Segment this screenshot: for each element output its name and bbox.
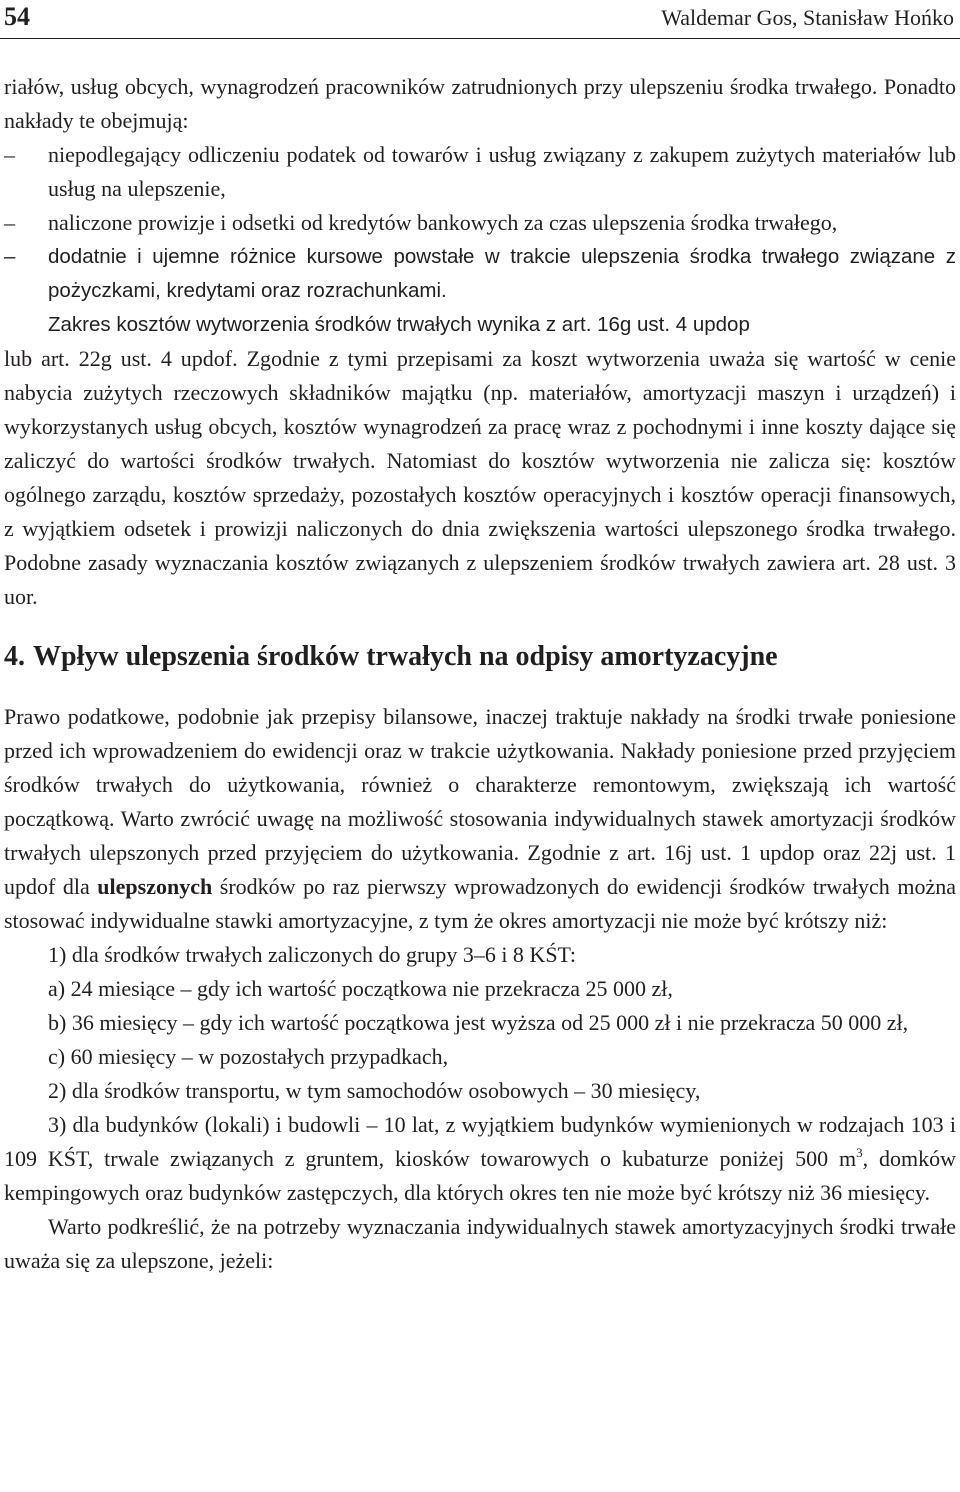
bold-term: ulepszonych (97, 874, 213, 899)
paragraph-continuation: riałów, usług obcych, wynagrodzeń pracowników zatrudnionych przy ulepszeniu środka trwałego. Ponadto nakłady te obejmują: (4, 74, 956, 133)
list-item-3-text: 3) dla budynków (lokali) i budowli – 10 lat, z wyjątkiem budynków wymienionych w rodzajach 103 i 109 KŚT, trwale związanych z gruntem, kiosków towarowych o kubaturze poniżej 500 m (4, 1112, 956, 1171)
dash-list-item: – naliczone prowizje i odsetki od kredytów bankowych za czas ulepszenia środka trwałego, (4, 206, 956, 240)
paragraph-tax-law (4, 700, 956, 938)
paragraph-closing: Warto podkreślić, że na potrzeby wyznaczania indywidualnych stawek amortyzacyjnych środki trwałe uważa się za ulepszone, jeżeli: (4, 1214, 956, 1273)
list-item-1a: a) 24 miesiące – gdy ich wartość początkowa nie przekracza 25 000 zł, (48, 976, 673, 1001)
page-body (4, 70, 956, 1278)
paragraph-costs-rest: lub art. 22g ust. 4 updof. Zgodnie z tymi przepisami za koszt wytworzenia uważa się wartość w cenie nabycia zużytych rzeczowych składników majątku (np. materiałów, amortyzacji maszyn i urządzeń) i wykorzystanych usług obcych, kosztów wynagrodzeń za pracę wraz z pochodnymi i inne koszty dające się zaliczyć do wartości środków trwałych. Natomiast do kosztów wytworzenia nie zalicza się: kosztów ogólnego zarządu, kosztów sprzedaży, pozostałych kosztów operacyjnych i kosztów operacji finansowych, z wyjątkiem odsetek i prowizji naliczonych do dnia zwiększenia wartości ulepszonego środka trwałego. Podobne zasady wyznaczania kosztów związanych z ulepszeniem środków trwałych zawiera art. 28 ust. 3 uor. (4, 346, 956, 609)
dash-list-item: – niepodlegający odliczeniu podatek od towarów i usług związany z zakupem zużytych materiałów lub usług na ulepszenie, (4, 138, 956, 206)
paragraph-tax-law-text: Prawo podatkowe, podobnie jak przepisy bilansowe, inaczej traktuje nakłady na środki trwałe poniesione przed ich wprowadzeniem do ewidencji oraz w trakcie użytkowania. Nakłady poniesione przed przyjęciem środków trwałych do użytkowania, również o charakterze remontowym, zwiększają ich wartość początkową. Warto zwrócić uwagę na możliwość stosowania indywidualnych stawek amortyzacji środków trwałych ulepszonych przed przyjęciem do użytkowania. Zgodnie z art. 16j ust. 1 updop oraz 22j ust. 1 updof dla (4, 704, 956, 899)
paragraph-costs-first-line: Zakres kosztów wytworzenia środków trwałych wynika z art. 16g ust. 4 updop (48, 313, 750, 336)
page-header (0, 0, 960, 40)
running-head-authors: Waldemar Gos, Stanisław Hońko (661, 5, 954, 30)
list-item-3 (4, 1108, 956, 1210)
list-item-1: 1) dla środków trwałych zaliczonych do grupy 3–6 i 8 KŚT: (48, 942, 577, 967)
section-title: Wpływ ulepszenia środków trwałych na odpisy amortyzacyjne (33, 641, 778, 672)
paragraph-tax-law-text-end: środków po raz pierwszy wprowadzonych do ewidencji środków trwałych można stosować indywidualne stawki amortyzacyjne, z tym że okres amortyzacji nie może być krótszy niż: (4, 874, 956, 933)
list-item-2: 2) dla środków transportu, w tym samochodów osobowych – 30 miesięcy, (48, 1078, 701, 1103)
section-number: 4. (4, 641, 25, 672)
list-item-3-text-end: , domków kempingowych oraz budynków zastępczych, dla których okres ten nie może być krótszy niż 36 miesięcy. (4, 1146, 957, 1205)
dash-list-item: – dodatnie i ujemne różnice kursowe powstałe w trakcie ulepszenia środka trwałego związane z pożyczkami, kredytami oraz rozrachunkami. (4, 240, 956, 308)
superscript: 3 (856, 1145, 863, 1160)
header-rule (0, 38, 960, 39)
page-number: 54 (4, 2, 30, 31)
section-heading (4, 640, 956, 674)
paragraph-costs (4, 308, 956, 614)
list-item-1c: c) 60 miesięcy – w pozostałych przypadkach, (48, 1044, 449, 1069)
list-item-1b: b) 36 miesięcy – gdy ich wartość początkowa jest wyższa od 25 000 zł i nie przekracza 50 000 zł, (48, 1010, 909, 1035)
